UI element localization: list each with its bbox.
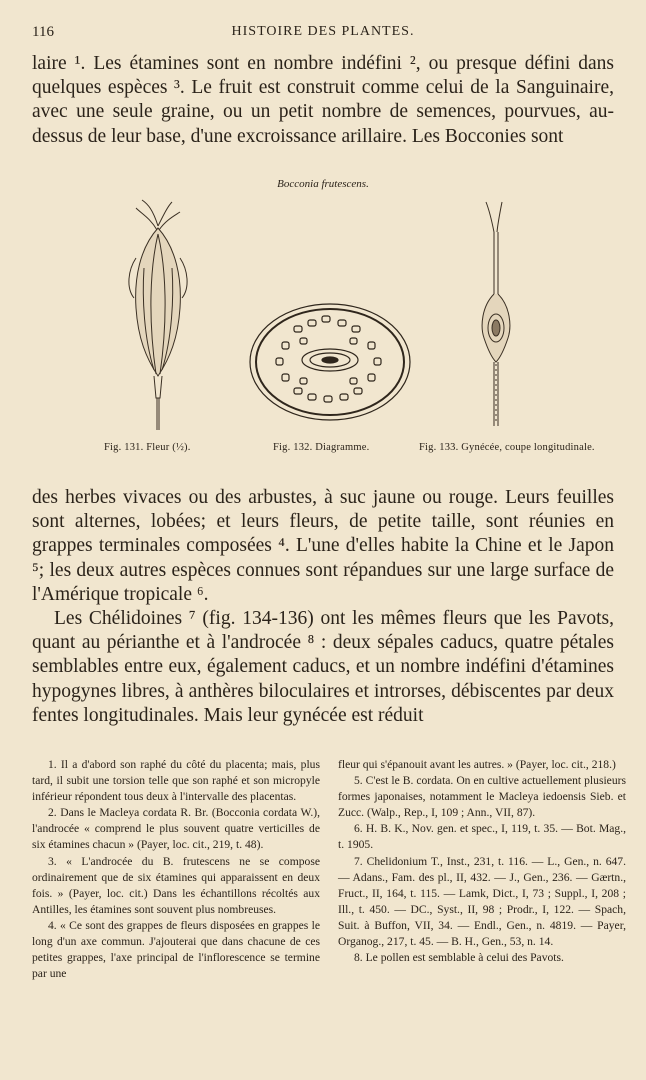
page-number: 116 bbox=[32, 24, 54, 40]
footnotes-right-column bbox=[338, 757, 626, 966]
paragraph: laire ¹. Les étamines sont en nombre indéfini ², ou presque défini dans quelques espèces ³. Le fruit est construit comme celui de la Sanguinaire, avec une seule graine, ou un petit nombre de semences, pourvues, au-dessus de leur base, d'une excroissance arillaire. Les Bocconies sont bbox=[32, 53, 614, 147]
footnotes-left-column bbox=[32, 757, 320, 982]
body-text-lower bbox=[32, 486, 614, 728]
floral-diagram bbox=[246, 298, 414, 426]
footnote: 8. Le pollen est semblable à celui des Pavots. bbox=[354, 951, 564, 965]
paragraph: Les Chélidoines ⁷ (fig. 134-136) ont les mêmes fleurs que les Pavots, quant au périanthe et à l'androcée ⁸ : deux sépales caducs, quatre pétales semblables entre eux, également caducs, et un nombre indéfini d'étamines hypogynes libres, à anthères biloculaires et introrses, débiscentes par deux fentes longitudinales. Mais leur gynécée est réduit bbox=[32, 608, 614, 726]
caption-fig-133: Fig. 133. Gynécée, coupe longitudinale. bbox=[419, 442, 595, 453]
footnote: 4. « Ce sont des grappes de fleurs disposées en grappes le long d'un axe commun. J'ajouterai que dans chacune de ces petites grappes, l'axe principal de l'inflorescence se termine par une bbox=[32, 918, 320, 981]
figure-title: Bocconia frutescens. bbox=[277, 178, 369, 190]
caption-fig-132: Fig. 132. Diagramme. bbox=[273, 442, 370, 453]
footnote: 2. Dans le Macleya cordata R. Br. (Bocconia cordata W.), l'androcée « comprend le plus souvent quatre verticilles de six étamines chacun » (Payer, loc. cit., 219, t. 48). bbox=[32, 806, 320, 852]
footnote: 1. Il a d'abord son raphé du côté du placenta; mais, plus tard, il subit une torsion telle que son raphé et son micropyle inférieur répondent tous deux à l'intervalle des placentas. bbox=[32, 758, 320, 804]
footnote: 6. H. B. K., Nov. gen. et spec., I, 119, t. 35. — Bot. Mag., t. 1905. bbox=[338, 822, 626, 852]
running-title: HISTOIRE DES PLANTES. bbox=[231, 24, 415, 39]
gynoecium-section bbox=[472, 198, 520, 430]
footnote: 3. « L'androcée du B. frutescens ne se compose ordinairement que de six étamines qui apparaissent en deux fois. » (Payer, loc. cit.) Dans les échantillons récoltés aux Antilles, les étamines sont souvent plus nombreuses. bbox=[32, 854, 320, 916]
footnote-continued: fleur qui s'épanouit avant les autres. » (Payer, loc. cit., 218.) bbox=[338, 758, 616, 771]
flower-illustration bbox=[120, 198, 196, 434]
footnote: 5. C'est le B. cordata. On en cultive actuellement plusieurs formes japonaises, notamment le Macleya iedoensis Sieb. et Zucc. (Walp., Rep., I, 109 ; Ann., VII, 87). bbox=[338, 774, 626, 820]
paragraph: des herbes vivaces ou des arbustes, à suc jaune ou rouge. Leurs feuilles sont alternes, lobées; et leurs fleurs, de petite taille, sont réunies en grappes terminales composées ⁴. L'une d'elles habite la Chine et le Japon ⁵; les deux autres espèces connues sont répandues sur une large surface de l'Amérique tropicale ⁶. bbox=[32, 487, 614, 605]
body-text-top bbox=[32, 52, 614, 149]
caption-fig-131: Fig. 131. Fleur (½). bbox=[104, 442, 191, 453]
footnote: 7. Chelidonium T., Inst., 231, t. 116. — L., Gen., n. 647. — Adans., Fam. des pl., II, 432. — J., Gen., 236. — Gærtn., Fruct., II, 164, t. 115. — Lamk, Dict., I, 73 ; Suppl., I, 208 ; Ill., t. 450. — DC., Syst., II, 98 ; Prodr., I, 122. — Spach, Suit. à Buffon, VII, 34. — Endl., Gen., n. 4819. — Payer, Organog., 217, t. 45. — B. H., Gen., 53, n. 14. bbox=[338, 854, 626, 949]
running-head bbox=[32, 24, 614, 44]
